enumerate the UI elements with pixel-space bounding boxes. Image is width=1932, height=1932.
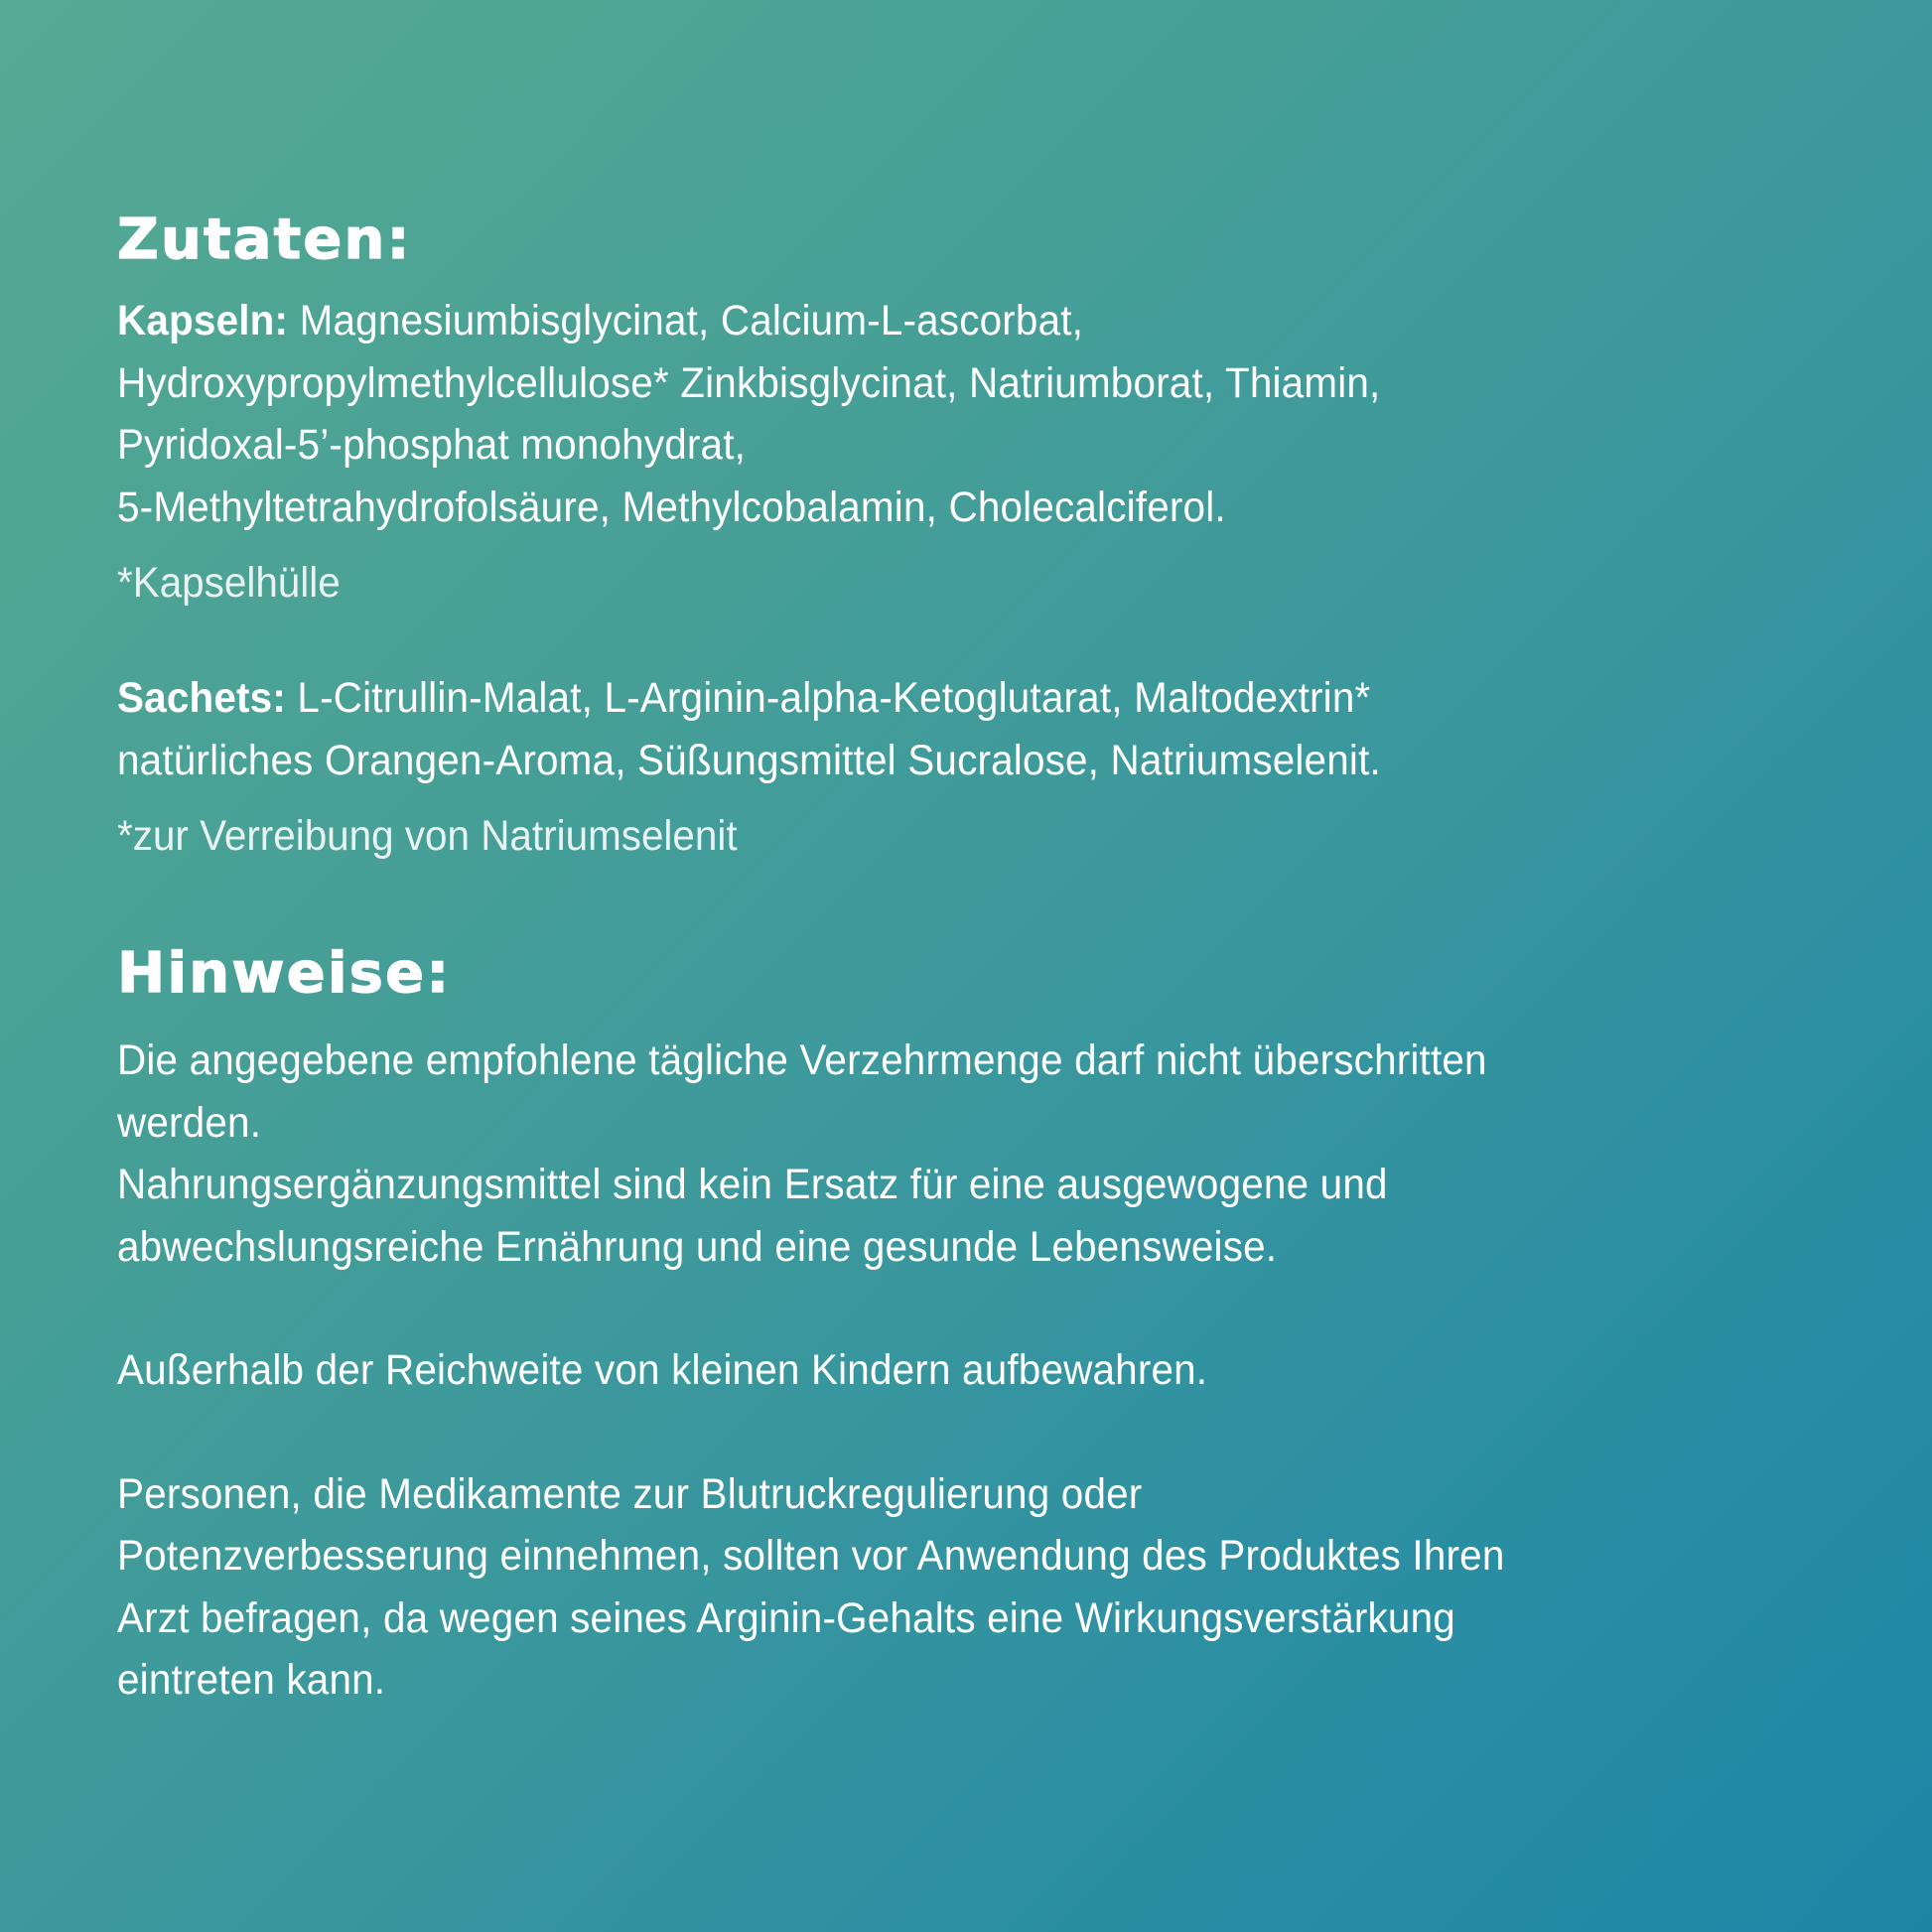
notes-p3-line-2: Potenzverbesserung einnehmen, sollten vor Anwendung des Produktes Ihren bbox=[117, 1532, 1505, 1580]
ingredients-heading: Zutaten: bbox=[117, 207, 412, 272]
notes-p1-line-2: werden. bbox=[117, 1098, 262, 1147]
sachets-line-2: natürliches Orangen-Aroma, Süßungsmittel Sucralose, Natriumselenit. bbox=[117, 736, 1381, 784]
notes-p2-line-1: Außerhalb der Reichweite von kleinen Kindern aufbewahren. bbox=[117, 1346, 1208, 1394]
capsules-line-2: Hydroxypropylmethylcellulose* Zinkbisglycinat, Natriumborat, Thiamin, bbox=[117, 358, 1381, 407]
capsules-text-1: Magnesiumbisglycinat, Calcium-L-ascorbat, bbox=[288, 297, 1084, 345]
sachets-label: Sachets: bbox=[117, 674, 286, 722]
notes-p1-line-3: Nahrungsergänzungsmittel sind kein Ersatz für eine ausgewogene und bbox=[117, 1161, 1388, 1208]
product-info-panel bbox=[117, 199, 1864, 1712]
notes-paragraph-3 bbox=[117, 1463, 1863, 1712]
notes-p3-line-4: eintreten kann. bbox=[117, 1656, 386, 1704]
sachets-line-1 bbox=[117, 667, 1863, 730]
notes-p1-line-4: abwechslungsreiche Ernährung und eine gesunde Lebensweise. bbox=[117, 1222, 1278, 1271]
capsules-footnote: *Kapselhülle bbox=[117, 559, 341, 607]
notes-paragraph-2 bbox=[117, 1339, 1863, 1402]
sachets-text-1: L-Citrullin-Malat, L-Arginin-alpha-Ketoglutarat, Maltodextrin* bbox=[285, 674, 1371, 722]
ingredients-section bbox=[117, 199, 1864, 867]
sachets-footnote: *zur Verreibung von Natriumselenit bbox=[117, 812, 738, 860]
sachets-ingredients bbox=[117, 667, 1863, 791]
notes-heading: Hinweise: bbox=[117, 941, 452, 1006]
notes-p3-line-3: Arzt befragen, da wegen seines Arginin-Gehalts eine Wirkungsverstärkung bbox=[117, 1593, 1455, 1642]
capsules-line-4: 5-Methyltetrahydrofolsäure, Methylcobalamin, Cholecalciferol. bbox=[117, 483, 1226, 531]
notes-p1-line-1: Die angegebene empfohlene tägliche Verzehrmenge darf nicht überschritten bbox=[117, 1036, 1487, 1084]
notes-p3-line-1: Personen, die Medikamente zur Blutruckregulierung oder bbox=[117, 1469, 1143, 1518]
notes-section bbox=[117, 932, 1864, 1712]
notes-paragraph-1 bbox=[117, 1030, 1863, 1278]
capsules-line-1 bbox=[117, 290, 1863, 352]
capsules-label: Kapseln: bbox=[117, 297, 289, 345]
capsules-line-3: Pyridoxal-5’-phosphat monohydrat, bbox=[117, 421, 747, 469]
capsules-ingredients bbox=[117, 290, 1863, 538]
